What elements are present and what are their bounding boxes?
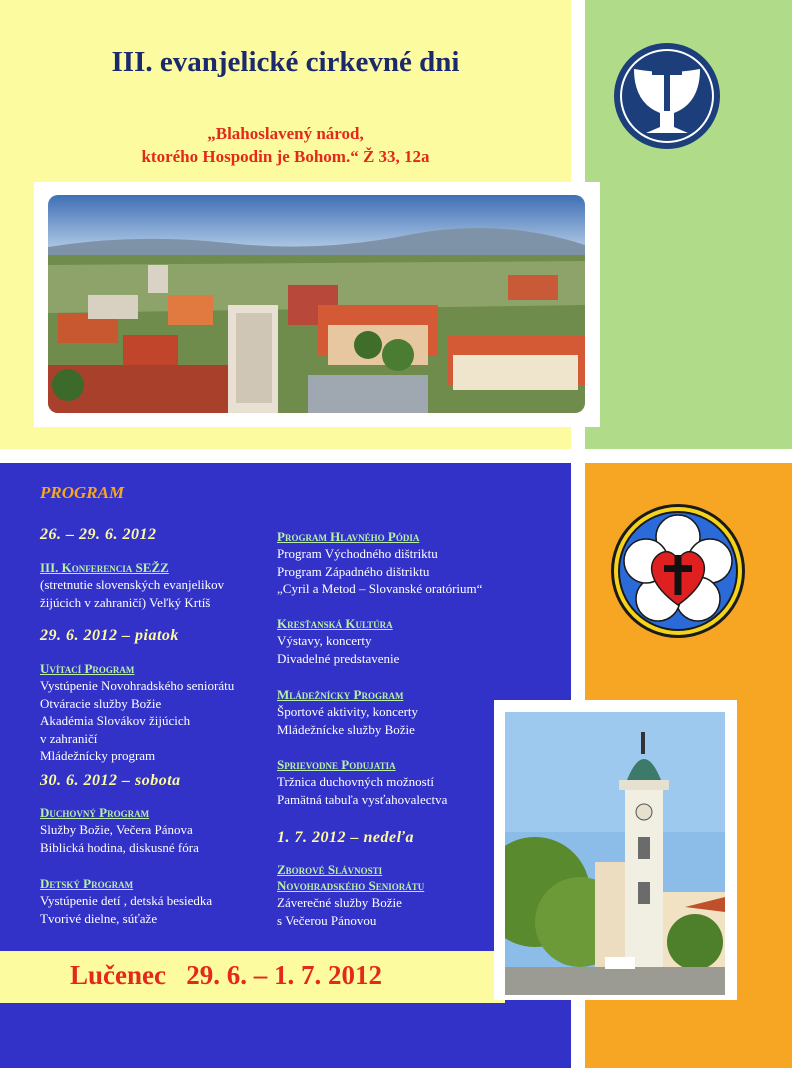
list-item: (stretnutie slovenských evanjelikov (40, 577, 225, 592)
section-title: Kresťanská Kultúra (277, 616, 393, 631)
list-item: v zahraničí (40, 730, 98, 746)
section-title: Mládežnícky Program (277, 687, 404, 702)
date-heading: 26. – 29. 6. 2012 (40, 526, 157, 543)
section-title: III. Konferencia SEŽZ (40, 560, 169, 575)
section-title: Uvítací Program (40, 661, 135, 676)
event-place-date: Lučenec 29. 6. – 1. 7. 2012 (70, 960, 382, 990)
section-detsky (40, 876, 212, 927)
list-item: Mládežnícke služby Božie (277, 721, 415, 737)
list-item: žijúcich v zahraničí) Veľký Krtíš (40, 594, 211, 610)
list-item: Tržnica duchovných možností (277, 774, 434, 789)
quote-line-1: „Blahoslavený národ, (207, 124, 364, 143)
section-mladeznicky (277, 687, 418, 738)
section-uvitaci (40, 661, 234, 765)
section-krestanska-kultura (277, 616, 399, 667)
date-heading: 29. 6. 2012 – piatok (40, 627, 179, 644)
list-item: Služby Božie, Večera Pánova (40, 822, 193, 837)
section-title: Sprievodne Podujatia (277, 757, 396, 772)
bible-quote (0, 122, 571, 168)
date-heading: 30. 6. 2012 – sobota (40, 772, 181, 789)
section-title: Detský Program (40, 876, 134, 891)
section-duchovny (40, 805, 199, 856)
luther-rose-logo (610, 503, 746, 639)
list-item: Pamätná tabuľa vysťahovalectva (277, 791, 448, 807)
list-item: Program Východného dištriktu (277, 546, 438, 561)
list-item: s Večerou Pánovou (277, 912, 377, 928)
list-item: Akadémia Slovákov žijúcich (40, 713, 191, 728)
page-title: III. evanjelické cirkevné dni (111, 46, 460, 78)
section-konferencia (40, 560, 224, 611)
date-heading: 1. 7. 2012 – nedeľa (277, 829, 414, 846)
section-title: Duchovný Program (40, 805, 150, 820)
list-item: „Cyril a Metod – Slovanské oratórium“ (277, 581, 483, 596)
list-item: Mládežnícky program (40, 748, 156, 763)
list-item: Biblická hodina, diskusné fóra (40, 839, 199, 855)
list-item: Otváracie služby Božie (40, 695, 162, 711)
list-item: Vystúpenie Novohradského seniorátu (40, 678, 235, 693)
list-item: Divadelné predstavenie (277, 650, 400, 666)
section-title-line-2: Novohradského Seniorátu (277, 878, 425, 893)
church-tower-photo (505, 712, 725, 995)
section-zborove-slavnosti (277, 862, 424, 929)
quote-line-2: ktorého Hospodin je Bohom.“ Ž 33, 12a (141, 147, 430, 166)
list-item: Záverečné služby Božie (277, 895, 402, 910)
list-item: Vystúpenie detí , detská besiedka (40, 893, 213, 908)
city-panorama-photo (48, 195, 585, 413)
chalice-cross-logo (612, 41, 722, 151)
program-heading: PROGRAM (40, 483, 125, 502)
list-item: Športové aktivity, koncerty (277, 704, 419, 719)
section-hlavne-podium (277, 529, 482, 598)
section-title: Program Hlavného Pódia (277, 529, 420, 544)
list-item: Tvorivé dielne, súťaže (40, 910, 158, 926)
section-title: Zborové Slávnosti (277, 862, 383, 877)
section-sprievodne (277, 757, 447, 808)
list-item: Výstavy, koncerty (277, 633, 372, 648)
list-item: Program Západného dištriktu (277, 563, 430, 579)
